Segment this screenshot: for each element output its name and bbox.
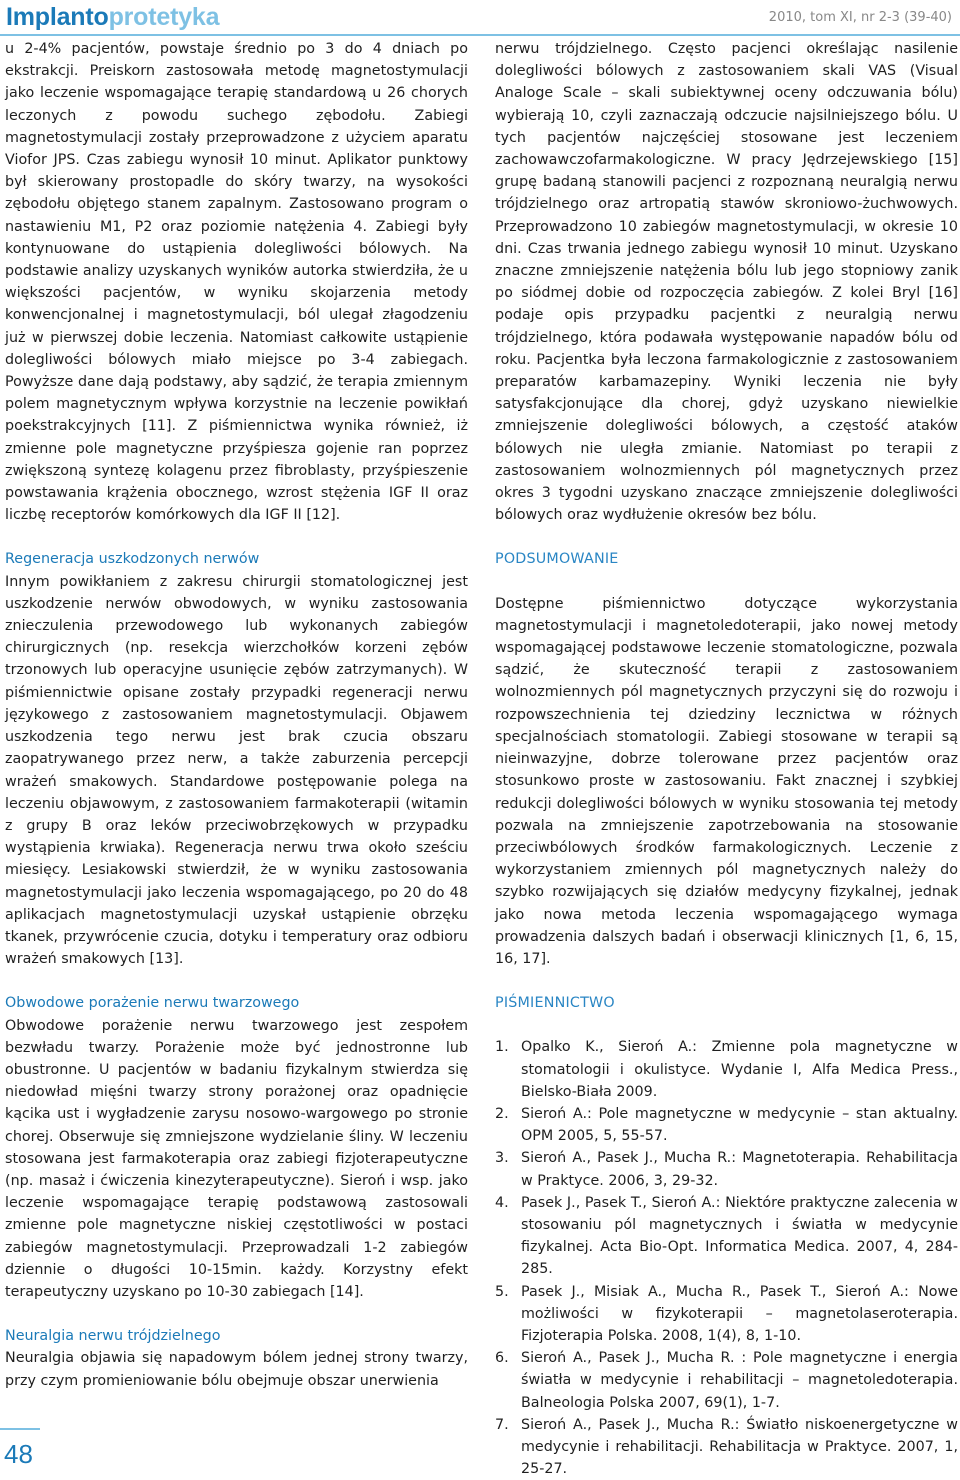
reference-item: [495, 1103, 958, 1147]
reference-text: Opalko K., Sieroń A.: Zmienne pola magnetyczne w stomatologii i okulistyce. Wydanie I, Alfa Medica Press., Bielsko-Biała 2009.: [521, 1039, 958, 1100]
reference-text: Sieroń A., Pasek J., Mucha R.: Magnetoterapia. Rehabilitacja w Praktyce. 2006, 3, 29-32.: [521, 1150, 958, 1189]
subsection-heading: Neuralgia nerwu trójdzielnego: [5, 1328, 221, 1345]
section-heading: PODSUMOWANIE: [495, 551, 619, 568]
reference-text: Pasek J., Misiak A., Mucha R., Pasek T., Sieroń A.: Nowe możliwości w fizykoterapii – magnetolaseroterapia. Fizjoterapia Polska. 2008, 1(4), 8, 1-10.: [521, 1283, 958, 1344]
journal-logo-part2: protetyka: [108, 3, 220, 31]
issue-info: 2010, tom XI, nr 2-3 (39-40): [768, 10, 952, 25]
reference-number: 2.: [495, 1105, 509, 1122]
page-number: 48: [4, 1439, 33, 1469]
reference-item: [495, 1147, 958, 1191]
reference-item: [495, 1281, 958, 1348]
reference-number: 1.: [495, 1039, 509, 1056]
reference-number: 6.: [495, 1350, 509, 1367]
section-heading: PIŚMIENNICTWO: [495, 995, 615, 1012]
reference-item: [495, 1036, 958, 1103]
paragraph: u 2-4% pacjentów, powstaje średnio po 3 do 4 dniach po ekstrakcji. Preiskorn zastosowała metodę magnetostymulacji jako leczenie wspomagające terapię standardową u 26 chorych leczonych z powodu suchego zębodołu. Zabiegi magnetostymulacji zostały przeprowadzone z użyciem aparatu Viofor JPS. Czas zabiegu wynosił 10 minut. Aplikator punktowy był skierowany prostopadle do skóry twarzy, na wysokości zębodołu objętego stanem zapalnym. Zastosowano program o nastawieniu M1, P2 oraz poziomie natężenia 4. Zabiegi były kontynuowane do ustąpienia dolegliwości bólowych. Na podstawie analizy uzyskanych wyników autorka stwierdziła, że u większości pacjentów, w wyniku skojarzenia metody konwencjonalnej i magnetostymulacji, ból ulegał złagodzeniu już w pierwszej dobie leczenia. Natomiast całkowite ustąpienie dolegliwości bólowych miało miejsce po 3-4 zabiegach. Powyższe dane dają podstawy, aby sądzić, że terapia zmiennym polem magnetycznym wpływa korzystnie na leczenie powikłań poekstrakcyjnych [11]. Z piśmiennictwa wynika również, iż zmienne pole magnetyczne przyśpiesza gojenie ran poprzez zwiększoną syntezę kolagenu przez fibroblasty, przyśpieszenie powstawania krążenia obocznego, wzrost stężenia IGF II oraz liczbę receptorów komórkowych dla IGF II [12].: [5, 41, 468, 524]
page-header: [0, 0, 960, 36]
reference-item: [495, 1347, 958, 1414]
reference-text: Sieroń A.: Pole magnetyczne w medycynie – stan aktualny. OPM 2005, 5, 55-57.: [521, 1105, 958, 1145]
subsection-heading: Obwodowe porażenie nerwu twarzowego: [5, 995, 300, 1012]
right-column: [495, 38, 958, 1480]
reference-text: Pasek J., Pasek T., Sieroń A.: Niektóre praktyczne zalecenia w stosowaniu pól magnetycznych i światła w medycynie fizykalnej. Acta Bio-Opt. Informatica Medica. 2007, 4, 284-285.: [521, 1194, 958, 1278]
paragraph: Obwodowe porażenie nerwu twarzowego jest zespołem bezwładu twarzy. Porażenie może być jednostronne lub obustronne. U pacjentów w badaniu fizykalnym stwierdza się niedowład mięśni twarzy strony porażonej oraz opadnięcie kącika ust i wygładzenie zarysu nosowo-wargowego po stronie chorej. Obserwuje się zmniejszone wydzielanie śliny. W leczeniu stosowana jest farmakoterapia oraz zabiegi fizjoterapeutyczne (np. masaż i ćwiczenia kinezyterapeutyczne). Sieroń i wsp. jako leczenie wspomagające terapię podstawową zastosowali zmienne pole magnetyczne niskiej częstotliwości w postaci zabiegów magnetostymulacji. Przeprowadzali 1-2 zabiegów dziennie o długości 10-15min. każdy. Korzystny efekt terapeutyczny uzyskano po 10-30 zabiegach [14].: [5, 1017, 468, 1300]
reference-text: Sieroń A., Pasek J., Mucha R.: Światło niskoenergetyczne w medycynie i rehabilitacji. Rehabilitacja w Praktyce. 2007, 1, 25-27.: [521, 1416, 958, 1478]
reference-list: [495, 1036, 958, 1480]
left-column: [5, 38, 468, 1392]
page-number-rule: [0, 1428, 40, 1430]
reference-number: 5.: [495, 1283, 509, 1300]
journal-logo: [6, 2, 219, 32]
reference-item: [495, 1414, 958, 1480]
reference-number: 7.: [495, 1416, 509, 1433]
subsection-heading: Regeneracja uszkodzonych nerwów: [5, 551, 260, 568]
reference-number: 3.: [495, 1150, 509, 1167]
reference-number: 4.: [495, 1194, 509, 1211]
paragraph: Innym powikłaniem z zakresu chirurgii stomatologicznej jest uszkodzenie nerwów obwodowych, w wyniku zastosowania znieczulenia przewodowego lub wykonanych zabiegów chirurgicznych (np. resekcja wierzchołków korzeni zębów trzonowych lub operacyjne usunięcie zębów zatrzymanych). W piśmiennictwie opisane zostały przypadki regeneracji nerwu językowego z zastosowaniem magnetostymulacji. Objawem uszkodzenia tego nerwu jest brak czucia obszaru zaopatrywanego przez nerw, a także zaburzenia percepcji wrażeń smakowych. Standardowe postępowanie polega na leczeniu objawowym, z zastosowaniem farmakoterapii (witamin z grupy B oraz leków przeciwobrzękowych w przypadku wystąpienia krwiaka). Regeneracja nerwu trwa około sześciu miesięcy. Lesiakowski stwierdził, że w wyniku zastosowania magnetostymulacji jako leczenia wspomagającego, po 20 do 48 aplikacjach magnetostymulacji uzyskał ustąpienie obrzęku tkanek, przywrócenie czucia, dotyku i temperatury oraz odbioru wrażeń smakowych [13].: [5, 573, 468, 968]
reference-item: [495, 1192, 958, 1281]
paragraph: Dostępne piśmiennictwo dotyczące wykorzystania magnetostymulacji i magnetoledoterapii, jako nowej metody wspomagającej podstawowe leczenie stomatologiczne, pozwala sądzić, że skuteczność terapii z zastosowaniem wolnozmiennych pól magnetycznych przyczyni się do rozwoju i rozpowszechnienia tej dziedziny lecznictwa w różnych specjalnościach stomatologii. Zabiegi stosowane w terapii są nieinwazyjne, dobrze tolerowane przez pacjentów oraz stosunkowo proste w zastosowaniu. Fakt znacznej i szybkiej redukcji dolegliwości bólowych w wyniku stosowania tej metody pozwala na zmniejszenie zapotrzebowania na stosowanie przeciwbólowych środków farmakologicznych. Leczenie z wykorzystaniem zmiennych pól magnetycznych należy do szybko rozwijających się działów medycyny fizykalnej, jednak jako nowa metoda leczenia wspomagającego wymaga prowadzenia dalszych badań i obserwacji klinicznych [1, 6, 15, 16, 17].: [495, 595, 958, 967]
paragraph: Neuralgia objawia się napadowym bólem jednej strony twarzy, przy czym promieniowanie bólu obejmuje obszar unerwienia: [5, 1350, 468, 1389]
journal-logo-part1: Implanto: [6, 3, 109, 31]
paragraph: nerwu trójdzielnego. Często pacjenci określając nasilenie dolegliwości bólowych z zastosowaniem skali VAS (Visual Analoge Scale – skali subiektywnej oceny odczuwania bólu) wybierają 10, czyli zaznaczają odczucie najsilniejszego bólu. U tych pacjentów najczęściej stosowane jest leczeniem zachowawczofarmakologiczne. W pracy Jędrzejewskiego [15] grupę badaną stanowili pacjenci z rozpoznaną neuralgią nerwu trójdzielnego oraz artropatią stawów skroniowo-żuchwowych. Przeprowadzono 10 zabiegów magnetostymulacji, w okresie 10 dni. Czas trwania jednego zabiegu wynosił 10 minut. Uzyskano znaczne zmniejszenie natężenia bólu lub jego stopniowy zanik po siódmej dobie od rozpoczęcia zabiegów. Z kolei Bryl [16] podaje opis przypadku pacjentki z neuralgią nerwu trójdzielnego, która podawała występowanie napadów bólu od roku. Pacjentka była leczona farmakologicznie z zastosowaniem preparatów karbamazepiny. Wyniki leczenia nie były satysfakcjonujące dla chorej, gdyż uzyskano niewielkie zmniejszenie dolegliwości bólowych, a częstość ataków bólowych nie uległa zmianie. Natomiast po terapii z zastosowaniem wolnozmiennych pól magnetycznych przez okres 3 tygodni uzyskano znaczące zmniejszenie dolegliwości bólowych oraz wydłużenie okresów bez bólu.: [495, 41, 958, 524]
header-rule: [0, 34, 960, 36]
reference-text: Sieroń A., Pasek J., Mucha R. : Pole magnetyczne i energia światła w medycynie i rehabilitacji – magnetoledoterapia. Balneologia Polska 2007, 69(1), 1-7.: [521, 1350, 958, 1411]
